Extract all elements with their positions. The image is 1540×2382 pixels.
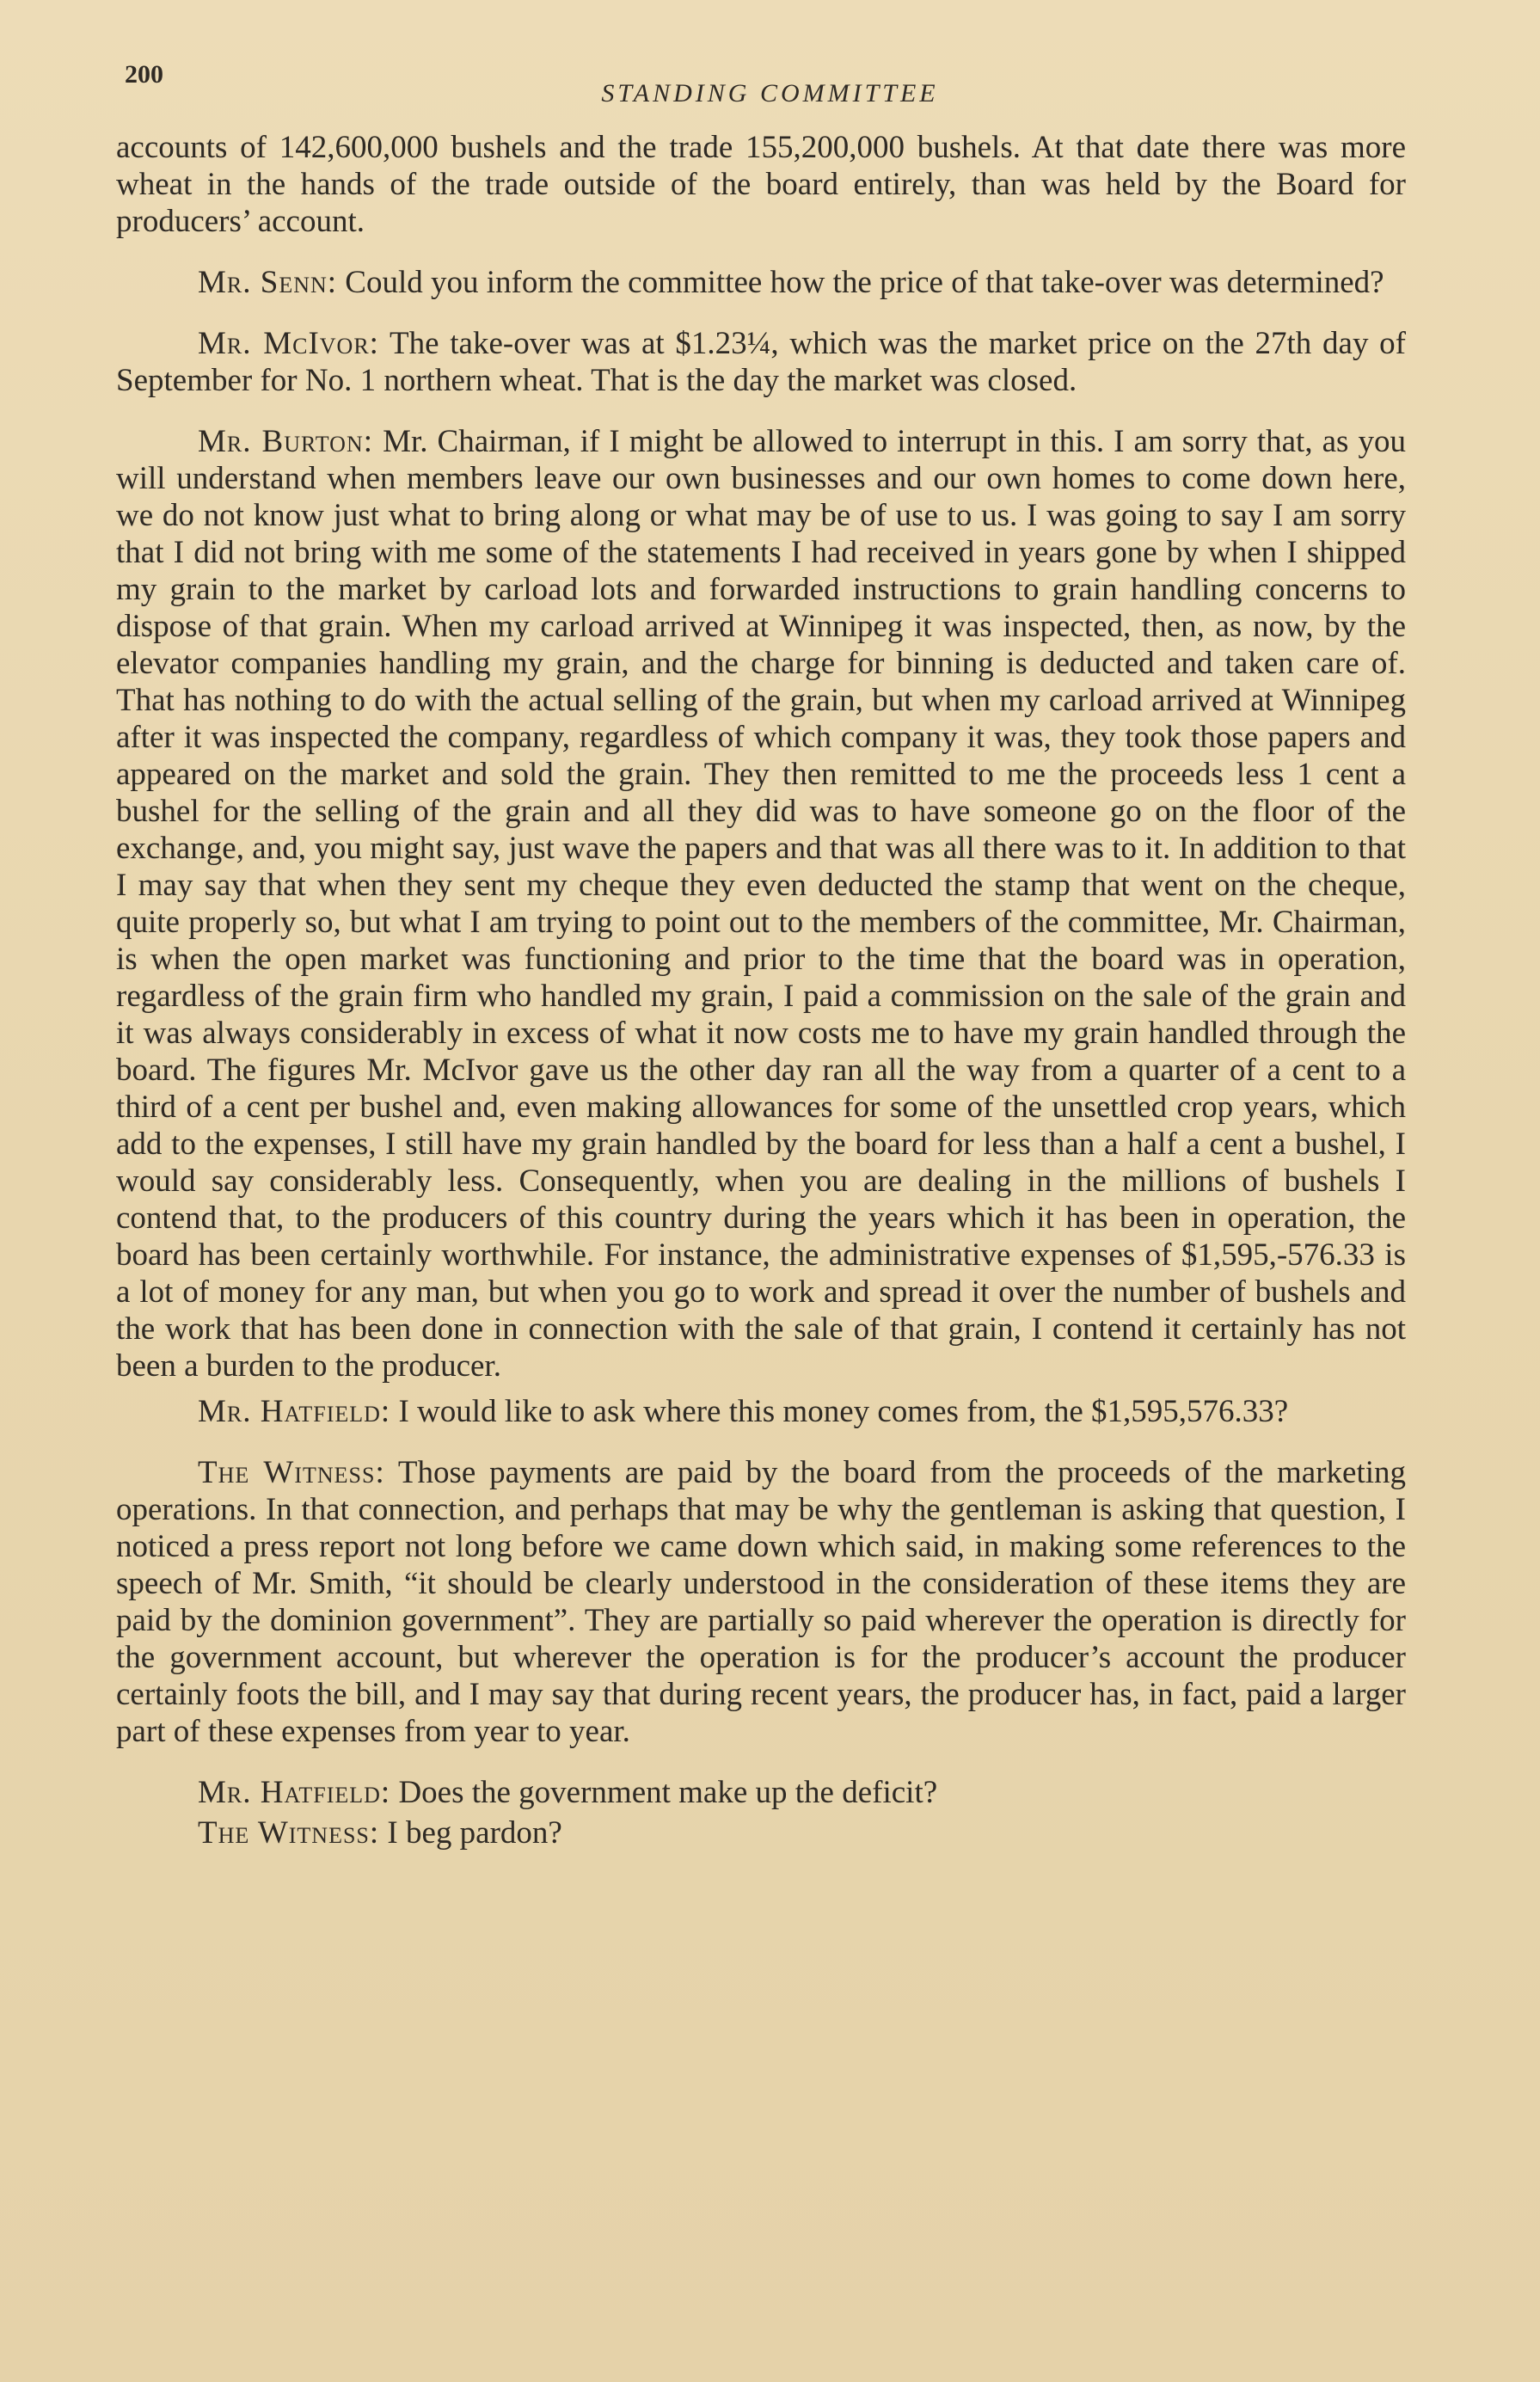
body-text	[116, 129, 1406, 1855]
paragraph-hatfield-deficit	[116, 1774, 1406, 1811]
paragraph-witness-answer	[116, 1454, 1406, 1750]
paragraph-text: I would like to ask where this money comes from, the $1,595,576.33?	[398, 1394, 1289, 1429]
speaker-label: Mr. McIvor:	[198, 326, 379, 361]
speaker-label: Mr. Burton:	[198, 424, 374, 459]
speaker-label: The Witness:	[198, 1455, 385, 1490]
page-number: 200	[125, 60, 163, 89]
speaker-label: Mr. Hatfield:	[198, 1775, 391, 1810]
running-head: STANDING COMMITTEE	[601, 79, 939, 107]
paragraph-text: I beg pardon?	[387, 1815, 562, 1851]
paragraph-text: Could you inform the committee how the price of that take-over was determined?	[345, 265, 1384, 300]
paragraph-text: Does the government make up the deficit?	[398, 1775, 938, 1810]
paragraph-text: Those payments are paid by the board from the proceeds of the marketing operations. In that connection, and perhaps that may be why the gentleman is asking that question, I noticed a press report not long before we came down which said, in making some references to the speech of Mr. Smith, “it should be clearly understood in the consideration of these items they are paid by the dominion government”. They are partially so paid wherever the operation is directly for the government account, but wherever the operation is for the producer’s account the producer certainly foots the bill, and I may say that during recent years, the producer has, in fact, paid a larger part of these expenses from year to year.	[116, 1455, 1406, 1749]
paragraph-burton-statement	[116, 423, 1406, 1384]
paragraph-mcivor-answer	[116, 325, 1406, 399]
paragraph-text: accounts of 142,600,000 bushels and the trade 155,200,000 bushels. At that date there was more wheat in the hands of the trade outside of the board entirely, than was held by the Board for producers’ account.	[116, 130, 1406, 239]
speaker-label: Mr. Hatfield:	[198, 1394, 391, 1429]
paragraph-witness-pardon	[116, 1814, 1406, 1851]
paragraph-continuation	[116, 129, 1406, 240]
speaker-label: Mr. Senn:	[198, 265, 338, 300]
paragraph-hatfield-question	[116, 1393, 1406, 1430]
paragraph-text: The take-over was at $1.23¼, which was the market price on the 27th day of September for No. 1 northern wheat. That is the day the market was closed.	[116, 326, 1406, 398]
paragraph-senn-question	[116, 264, 1406, 301]
speaker-label: The Witness:	[198, 1815, 380, 1851]
paragraph-text: Mr. Chairman, if I might be allowed to interrupt in this. I am sorry that, as you will understand when members leave our own businesses and our own homes to come down here, we do not know just what to bring along or what may be of use to us. I was going to say I am sorry that I did not bring with me some of the statements I had received in years gone by when I shipped my grain to the market by carload lots and forwarded instructions to grain handling concerns to dispose of that grain. When my carload arrived at Winnipeg it was inspected, then, as now, by the elevator companies handling my grain, and the charge for binning is deducted and taken care of. That has nothing to do with the actual selling of the grain, but when my carload arrived at Winnipeg after it was inspected the company, regardless of which company it was, they took those papers and appeared on the market and sold the grain. They then remitted to me the proceeds less 1 cent a bushel for the selling of the grain and all they did was to have someone go on the floor of the exchange, and, you might say, just wave the papers and that was all there was to it. In addition to that I may say that when they sent my cheque they even deducted the stamp that went on the cheque, quite properly so, but what I am trying to point out to the members of the committee, Mr. Chairman, is when the open market was functioning and prior to the time that the board was in operation, regardless of the grain firm who handled my grain, I paid a commission on the sale of the grain and it was always considerably in excess of what it now costs me to have my grain handled through the board. The figures Mr. McIvor gave us the other day ran all the way from a quarter of a cent to a third of a cent per bushel and, even making allowances for some of the unsettled crop years, which add to the expenses, I still have my grain handled by the board for less than a half a cent a bushel, I would say considerably less. Consequently, when you are dealing in the millions of bushels I contend that, to the producers of this country during the years which it has been in operation, the board has been certainly worthwhile. For instance, the administrative expenses of $1,595,-576.33 is a lot of money for any man, but when you go to work and spread it over the number of bushels and the work that has been done in connection with the sale of that grain, I contend it certainly has not been a burden to the producer.	[116, 424, 1406, 1384]
